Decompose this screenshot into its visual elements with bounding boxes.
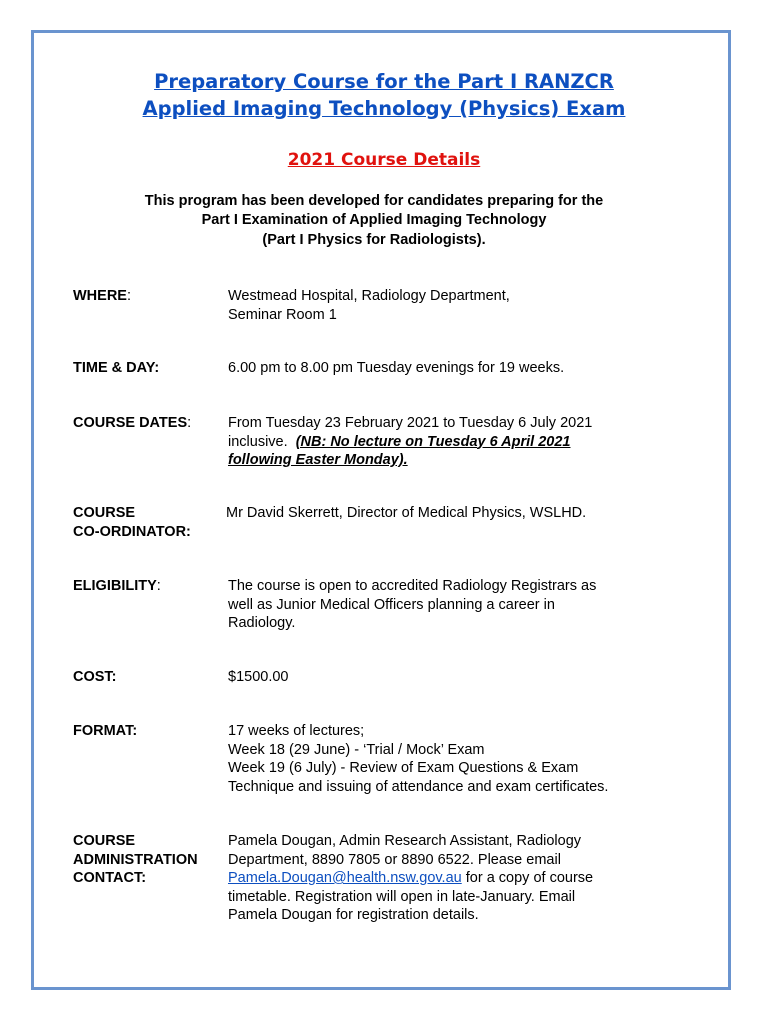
coordinator-value: Mr David Skerrett, Director of Medical Physics, WSLHD. bbox=[226, 505, 587, 521]
eligibility-value: The course is open to accredited Radiology Registrars as well as Junior Medical Officers planning a career in Radiology. bbox=[228, 578, 597, 631]
intro-line-3: (Part I Physics for Radiologists). bbox=[262, 232, 486, 248]
cost-value: $1500.00 bbox=[228, 669, 289, 685]
dates-value: From Tuesday 23 February 2021 to Tuesday 6 July 2021 inclusive. (NB: No lecture on Tuesday 6 April 2021 following Easter Monday). bbox=[228, 415, 593, 468]
course-details-heading: 2021 Course Details bbox=[287, 150, 481, 170]
time-value: 6.00 pm to 8.00 pm Tuesday evenings for 19 weeks. bbox=[228, 360, 565, 376]
time-label: TIME & DAY: bbox=[73, 360, 160, 376]
format-label: FORMAT: bbox=[73, 723, 138, 739]
format-value: 17 weeks of lectures; Week 18 (29 June) - ‘Trial / Mock’ Exam Week 19 (6 July) - Review of Exam Questions & Exam Technique and issuing of attendance and exam certificates. bbox=[228, 723, 609, 795]
coordinator-label: COURSE CO-ORDINATOR: bbox=[73, 505, 191, 540]
dates-label: COURSE DATES: bbox=[73, 415, 192, 431]
title-line-1: Preparatory Course for the Part I RANZCR bbox=[154, 70, 614, 93]
where-label: WHERE: bbox=[73, 288, 132, 304]
easter-note: (NB: No lecture on Tuesday 6 April 2021 bbox=[295, 433, 571, 450]
admin-contact-label: COURSE ADMINISTRATION CONTACT: bbox=[73, 833, 198, 886]
where-value: Westmead Hospital, Radiology Department, Seminar Room 1 bbox=[228, 288, 510, 323]
intro-line-1: This program has been developed for candidates preparing for the bbox=[144, 193, 604, 209]
title-line-2: Applied Imaging Technology (Physics) Exam bbox=[142, 97, 626, 120]
email-link[interactable]: Pamela.Dougan@health.nsw.gov.au bbox=[228, 870, 462, 886]
eligibility-label: ELIGIBILITY: bbox=[73, 578, 161, 594]
intro-line-2: Part I Examination of Applied Imaging Technology bbox=[201, 212, 547, 228]
admin-contact-value: Pamela Dougan, Admin Research Assistant, Radiology Department, 8890 7805 or 8890 6522. Please email Pamela.Dougan@health.nsw.gov.au for a copy of course timetable. Registration will open in late-January. Email Pamela Dougan for registration details. bbox=[228, 833, 594, 923]
cost-label: COST: bbox=[73, 669, 117, 685]
